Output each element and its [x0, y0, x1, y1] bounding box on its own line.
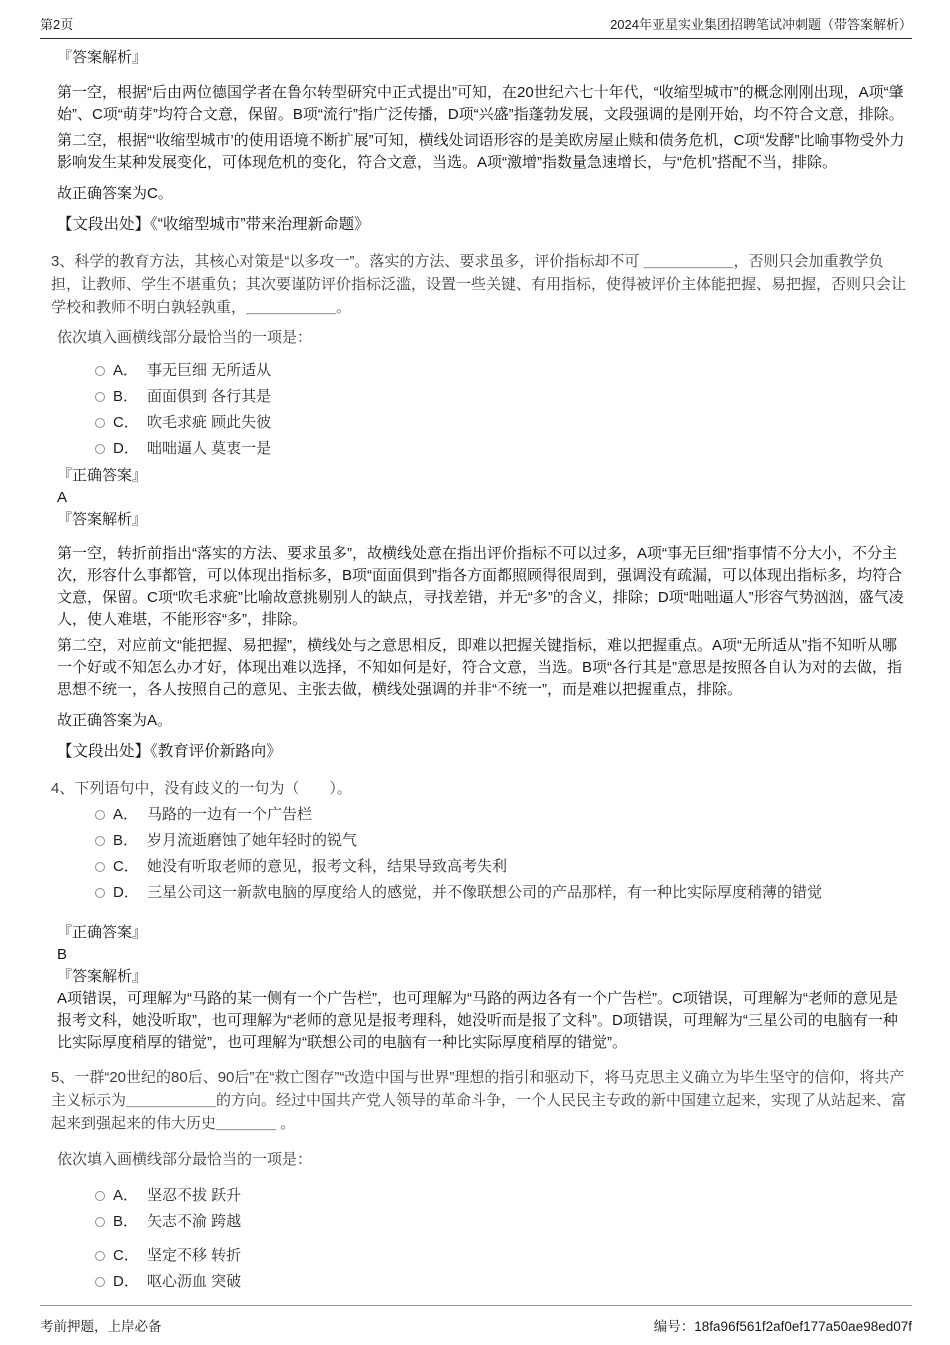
- option-letter: B．: [113, 1213, 139, 1230]
- option-text: 呕心沥血 突破: [147, 1273, 242, 1290]
- option-letter: A．: [113, 362, 139, 379]
- option-letter: A．: [113, 1187, 139, 1204]
- option-row-c[interactable]: [57, 854, 910, 880]
- option-text: 她没有听取老师的意见，报考文科，结果导致高考失利: [147, 858, 508, 875]
- radio-button-icon[interactable]: [95, 1217, 105, 1227]
- correct-answer-label: 『正确答案』: [57, 467, 148, 484]
- question-4: [51, 777, 910, 1054]
- correct-answer-statement: 故正确答案为A。: [57, 712, 173, 729]
- option-letter: D．: [113, 1273, 139, 1290]
- option-row-d[interactable]: [57, 436, 910, 462]
- radio-button-icon[interactable]: [95, 444, 105, 454]
- correct-answer-statement: 故正确答案为C。: [57, 185, 173, 202]
- page-number: 第2页: [40, 17, 74, 32]
- option-row-b[interactable]: [57, 828, 910, 854]
- radio-button-icon[interactable]: [95, 810, 105, 820]
- correct-answer-label: 『正确答案』: [57, 924, 148, 941]
- option-text: 事无巨细 无所适从: [147, 362, 272, 379]
- option-row-c[interactable]: [57, 410, 910, 436]
- analysis-paragraph: 第二空，根据“‘收缩型城市’的使用语境不断扩展”可知，横线处词语形容的是美欧房屋止赎和债务危机，C项“发酵”比喻事物受外力影响发生某种发展变化，可体现危机的变化，符合文意，当选。A项“激增”指数量急速增长，与“危机”搭配不当，排除。: [57, 132, 905, 171]
- option-row-b[interactable]: [57, 384, 910, 410]
- options-list: [57, 358, 910, 462]
- option-row-d[interactable]: [57, 880, 910, 906]
- page-footer: [40, 1305, 912, 1335]
- analysis-section-label: 『答案解析』: [57, 968, 148, 985]
- passage-source: 【文段出处】《“收缩型城市”带来治理新命题》: [57, 216, 370, 233]
- radio-button-icon[interactable]: [95, 366, 105, 376]
- correct-answer-value: B: [57, 946, 68, 963]
- option-letter: D．: [113, 884, 139, 901]
- option-row-c[interactable]: [57, 1243, 910, 1269]
- option-row-d[interactable]: [57, 1269, 910, 1295]
- fill-in-prompt: 依次填入画横线部分最恰当的一项是：: [57, 1151, 313, 1168]
- analysis-section-label: 『答案解析』: [57, 49, 148, 66]
- document-title: 2024年亚星实业集团招聘笔试冲刺题（带答案解析）: [610, 17, 912, 32]
- question-stem: 4、下列语句中，没有歧义的一句为（ ）。: [51, 780, 352, 797]
- analysis-paragraph: A项错误，可理解为“马路的某一侧有一个广告栏”，也可理解为“马路的两边各有一个广告栏”。C项错误，可理解为“老师的意见是报考文科，她没听取”，也可理解为“老师的意见是报考理科，她没听而是报了文科”。D项错误，可理解为“三星公司的电脑有一种比实际厚度稍厚的错觉”，也可理解为“联想公司的电脑有一种比实际厚度稍厚的错觉”。: [57, 990, 898, 1051]
- radio-button-icon[interactable]: [95, 418, 105, 428]
- option-text: 坚定不移 转折: [147, 1247, 242, 1264]
- option-letter: C．: [113, 1247, 139, 1264]
- option-letter: B．: [113, 388, 139, 405]
- option-row-a[interactable]: [57, 1183, 910, 1209]
- radio-button-icon[interactable]: [95, 836, 105, 846]
- option-text: 岁月流逝磨蚀了她年轻时的锐气: [147, 832, 358, 849]
- question-stem: 3、科学的教育方法，其核心对策是“以多攻一”。落实的方法、要求虽多，评价指标却不可 ＿＿＿＿＿＿，否则只会加重教学负担，让教师、学生不堪重负；其次要谨防评价指标泛滥，设置一些关键、有用指标，使得被评价主体能把握、易把握，否则只会让学校和教师不明白孰轻孰重，＿＿＿＿＿＿。: [51, 253, 907, 316]
- option-text: 坚忍不拔 跃升: [147, 1187, 242, 1204]
- option-letter: C．: [113, 414, 139, 431]
- radio-button-icon[interactable]: [95, 1277, 105, 1287]
- radio-button-icon[interactable]: [95, 392, 105, 402]
- doc-number-label: 编号：: [653, 1319, 695, 1334]
- question-5: [51, 1066, 910, 1295]
- correct-answer-value: A: [57, 489, 68, 506]
- option-text: 矢志不渝 跨越: [147, 1213, 242, 1230]
- fill-in-prompt: 依次填入画横线部分最恰当的一项是：: [57, 329, 313, 346]
- radio-button-icon[interactable]: [95, 1251, 105, 1261]
- doc-number-value: 18fa96f561f2af0ef177a50ae98ed07f: [694, 1319, 912, 1334]
- question-stem: 5、一群“20世纪的80后、90后”在“救亡图存”“改造中国与世界”理想的指引和驱动下，将马克思主义确立为毕生坚守的信仰，将共产主义标示为＿＿＿＿＿＿的方向。经过中国共产党人领导的革命斗争，一个人民民主专政的新中国建立起来，实现了从站起来、富起来到强起来的伟大历史＿＿＿＿ 。: [51, 1069, 907, 1132]
- option-text: 面面俱到 各行其是: [147, 388, 272, 405]
- option-row-a[interactable]: [57, 358, 910, 384]
- option-letter: C．: [113, 858, 139, 875]
- analysis-paragraph: 第一空，转折前指出“落实的方法、要求虽多”，故横线处意在指出评价指标不可以过多，A项“事无巨细”指事情不分大小，不分主次，形容什么事都管，可以体现出指标多，B项“面面俱到”指各方面都照顾得很周到，强调没有疏漏，可以体现出指标多，均符合文意，保留。C项“吹毛求疵”比喻故意挑剔别人的缺点，寻找差错，并无“多”的含义，排除；D项“咄咄逼人”形容气势汹汹，盛气凌人，使人难堪，不能形容“多”，排除。: [57, 545, 904, 628]
- document-content: [0, 39, 950, 1295]
- option-row-b[interactable]: [57, 1209, 910, 1235]
- option-row-a[interactable]: [57, 802, 910, 828]
- question-3: [51, 250, 910, 763]
- options-list: [57, 1183, 910, 1295]
- options-list: [57, 802, 910, 906]
- option-letter: D．: [113, 440, 139, 457]
- option-letter: A．: [113, 806, 139, 823]
- radio-button-icon[interactable]: [95, 888, 105, 898]
- option-text: 三星公司这一新款电脑的厚度给人的感觉，并不像联想公司的产品那样，有一种比实际厚度稍薄的错觉: [147, 884, 823, 901]
- passage-source: 【文段出处】《教育评价新路向》: [57, 743, 282, 760]
- option-text: 咄咄逼人 莫衷一是: [147, 440, 272, 457]
- page-header: [0, 0, 950, 39]
- analysis-paragraph: 第二空，对应前文“能把握、易把握”，横线处与之意思相反，即难以把握关键指标，难以把握重点。A项“无所适从”指不知听从哪一个好或不知怎么办才好，体现出难以选择，不知如何是好，符合文意，当选。B项“各行其是”意思是按照各自认为对的去做，指思想不统一，各人按照自己的意见、主张去做，横线处强调的并非“不统一”，而是难以把握重点，排除。: [57, 637, 903, 698]
- footer-slogan: 考前押题，上岸必备: [40, 1319, 162, 1334]
- radio-button-icon[interactable]: [95, 1191, 105, 1201]
- analysis-paragraph: 第一空，根据“后由两位德国学者在鲁尔转型研究中正式提出”可知，在20世纪六七十年代，“收缩型城市”的概念刚刚出现，A项“肇始”、C项“萌芽”均符合文意，保留。B项“流行”指广泛传播，D项“兴盛”指蓬勃发展，文段强调的是刚开始，均不符合文意，排除。: [57, 84, 904, 123]
- analysis-section-label: 『答案解析』: [57, 511, 148, 528]
- option-letter: B．: [113, 832, 139, 849]
- option-text: 马路的一边有一个广告栏: [147, 806, 313, 823]
- radio-button-icon[interactable]: [95, 862, 105, 872]
- option-text: 吹毛求疵 顾此失彼: [147, 414, 272, 431]
